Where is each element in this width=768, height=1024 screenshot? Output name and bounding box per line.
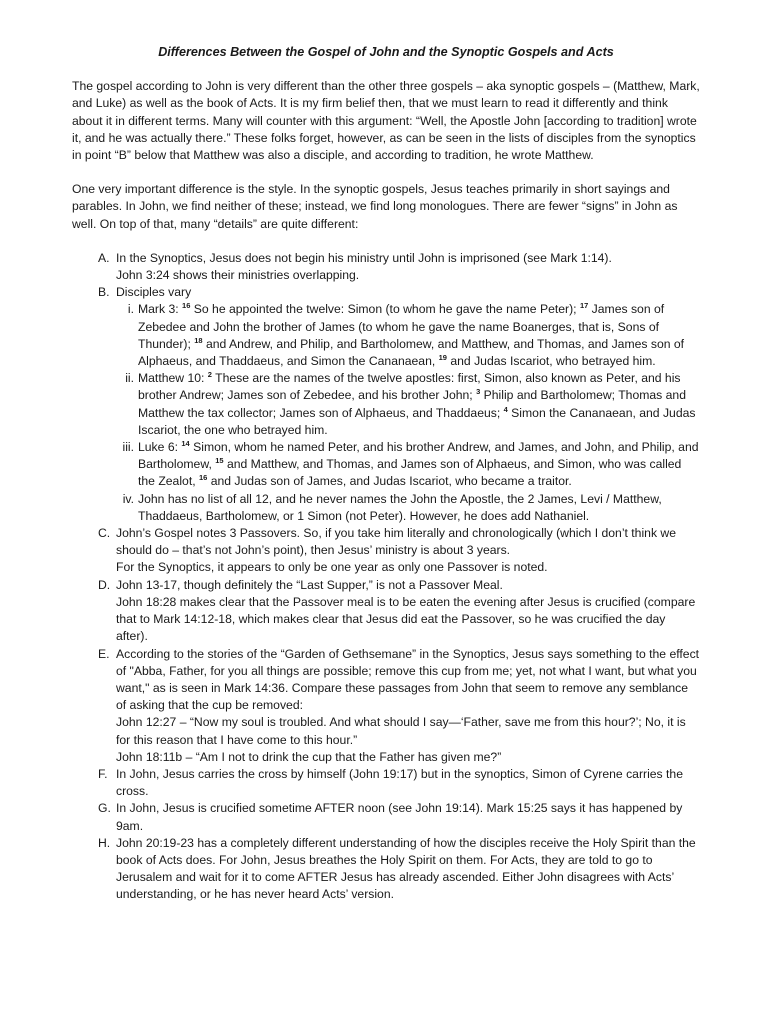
list-item-f [72,766,700,800]
item-text: and Judas Iscariot, who betrayed him. [446,354,656,369]
list-marker: A. [98,250,110,265]
list-item-g [72,800,700,834]
verse-number: 19 [438,352,447,362]
list-marker: C. [98,526,111,541]
item-text: According to the stories of the “Garden of Gethsemane” in the Synoptics, Jesus says something to the effect of "Abba, Father, for you all things are possible; remove this cup from me; yet, not what I want, but what you want," as is seen in Mark 14:36. Compare these passages from John that seem to remove any semblance of asking that the cup be removed: [116,646,700,713]
list-marker: D. [98,577,111,592]
list-item-h [72,835,700,904]
item-text: Philip and Bartholomew; Thomas and Matthew the tax collector; James son of Alphaeus, and Thaddaeus; [138,388,686,420]
verse-number: 16 [198,473,208,483]
sublist-item-ii [72,370,700,439]
verse-number: 3 [476,387,481,397]
item-text: So he appointed the twelve: Simon (to whom he gave the name Peter); [190,302,580,317]
differences-list [72,250,700,904]
item-text: Disciples vary [116,285,192,300]
sublist-marker: iii. [122,440,134,455]
sublist-marker: iv. [122,491,134,506]
item-text: For the Synoptics, it appears to only be one year as only one Passover is noted. [116,560,548,575]
item-text: Matthew 10: [138,371,208,386]
list-marker: F. [98,766,108,781]
verse-number: 17 [579,301,589,311]
item-text: Mark 3: [138,302,183,317]
item-text: John 18:11b – “Am I not to drink the cup that the Father has given me?” [116,749,502,764]
verse-number: 15 [215,456,224,466]
item-text: In John, Jesus carries the cross by himself (John 19:17) but in the synoptics, Simon of Cyrene carries the cross. [116,766,683,799]
verse-number: 16 [182,301,191,311]
item-text: In the Synoptics, Jesus does not begin his ministry until John is imprisoned (see Mark 1:14). [116,250,612,265]
sublist-item-iii [72,439,700,491]
intro-paragraph: The gospel according to John is very different than the other three gospels – aka synoptic gospels – (Matthew, Mark, and Luke) as well as the book of Acts. It is my firm belief then, that we must learn to read it differently and think about it in different terms. Many will counter with this argument: “Well, the Apostle John [according to tradition] wrote it, and he was actually there.” These folks forget, however, as can be seen in the lists of disciples from the synoptics in point “B” below that Matthew was also a disciple, and according to tradition, he wrote Matthew. [72,79,700,163]
list-marker: G. [98,801,111,816]
item-text: Luke 6: [138,440,182,455]
item-text: Simon, whom he named Peter, and his brother Andrew, and James, and John, and Philip, and Bartholomew, [138,440,699,472]
document-page [72,44,700,904]
list-marker: E. [98,646,110,661]
verse-number: 4 [503,404,508,414]
list-item-e [72,646,700,766]
list-item-d [72,577,700,646]
item-text: James son of Zebedee and John the brother of James (to whom he gave the name Boanerges, that is, Sons of Thunder); [138,302,665,351]
item-text: John 18:28 makes clear that the Passover meal is to be eaten the evening after Jesus is crucified (compare that to Mark 14:12-18, which makes clear that Jesus did eat the Passover, so he was crucified the day after). [116,594,696,644]
item-text: Simon the Cananaean, and Judas Iscariot, the one who betrayed him. [138,405,696,437]
item-text: John has no list of all 12, and he never names the John the Apostle, the 2 James, Levi / Matthew, Thaddaeus, Bartholomew, or 1 Simon (not Peter). However, he does add Nathaniel. [138,491,662,523]
list-item-b [72,284,700,525]
item-text: John 20:19-23 has a completely different understanding of how the disciples receive the Holy Spirit than the book of Acts does. For John, Jesus breathes the Holy Spirit on them. For Acts, they are told to go to Jerusalem and wait for it to come AFTER Jesus has already ascended. Either John disagrees with Acts’ understanding, or he has never heard Acts’ version. [116,835,696,902]
item-text: and Matthew, and Thomas, and James son of Alphaeus, and Simon, who was called the Zealot, [138,457,682,489]
list-marker: H. [98,835,111,850]
item-text: John’s Gospel notes 3 Passovers. So, if you take him literally and chronologically (which I don’t think we should do – that’s not John’s point), then Jesus’ ministry is about 3 years. [116,526,677,558]
item-text: John 13-17, though definitely the “Last Supper,” is not a Passover Meal. [116,577,503,592]
verse-number: 2 [207,370,212,380]
list-marker: B. [98,285,110,300]
item-text: John 3:24 shows their ministries overlapping. [116,268,360,283]
list-item-c [72,525,700,577]
list-item-a [72,250,700,284]
verse-number: 14 [181,439,190,448]
sublist-marker: ii. [125,371,134,386]
item-text: and Andrew, and Philip, and Bartholomew, and Matthew, and Thomas, and James son of Alphaeus, and Thaddaeus, and Simon the Cananaean, [138,336,685,369]
disciples-sublist [116,301,700,525]
sublist-marker: i. [127,302,134,317]
verse-number: 18 [194,335,203,345]
style-paragraph: One very important difference is the style. In the synoptic gospels, Jesus teaches primarily in short sayings and parables. In John, we find neither of these; instead, we find long monologues. There are fewer “signs” in John as well. On top of that, many “details” are quite different: [72,182,678,231]
item-text: and Judas son of James, and Judas Iscariot, who became a traitor. [207,474,572,489]
document-title: Differences Between the Gospel of John and the Synoptic Gospels and Acts [158,45,614,59]
item-text: In John, Jesus is crucified sometime AFTER noon (see John 19:14). Mark 15:25 says it has happened by 9am. [116,801,683,833]
sublist-item-i [72,301,700,370]
sublist-item-iv [72,491,700,525]
item-text: These are the names of the twelve apostles: first, Simon, also known as Peter, and his brother Andrew; James son of Zebedee, and his brother John; [138,371,681,403]
item-text: John 12:27 – “Now my soul is troubled. And what should I say—‘Father, save me from this hour?’; No, it is for this reason that I have come to this hour.” [116,715,686,747]
